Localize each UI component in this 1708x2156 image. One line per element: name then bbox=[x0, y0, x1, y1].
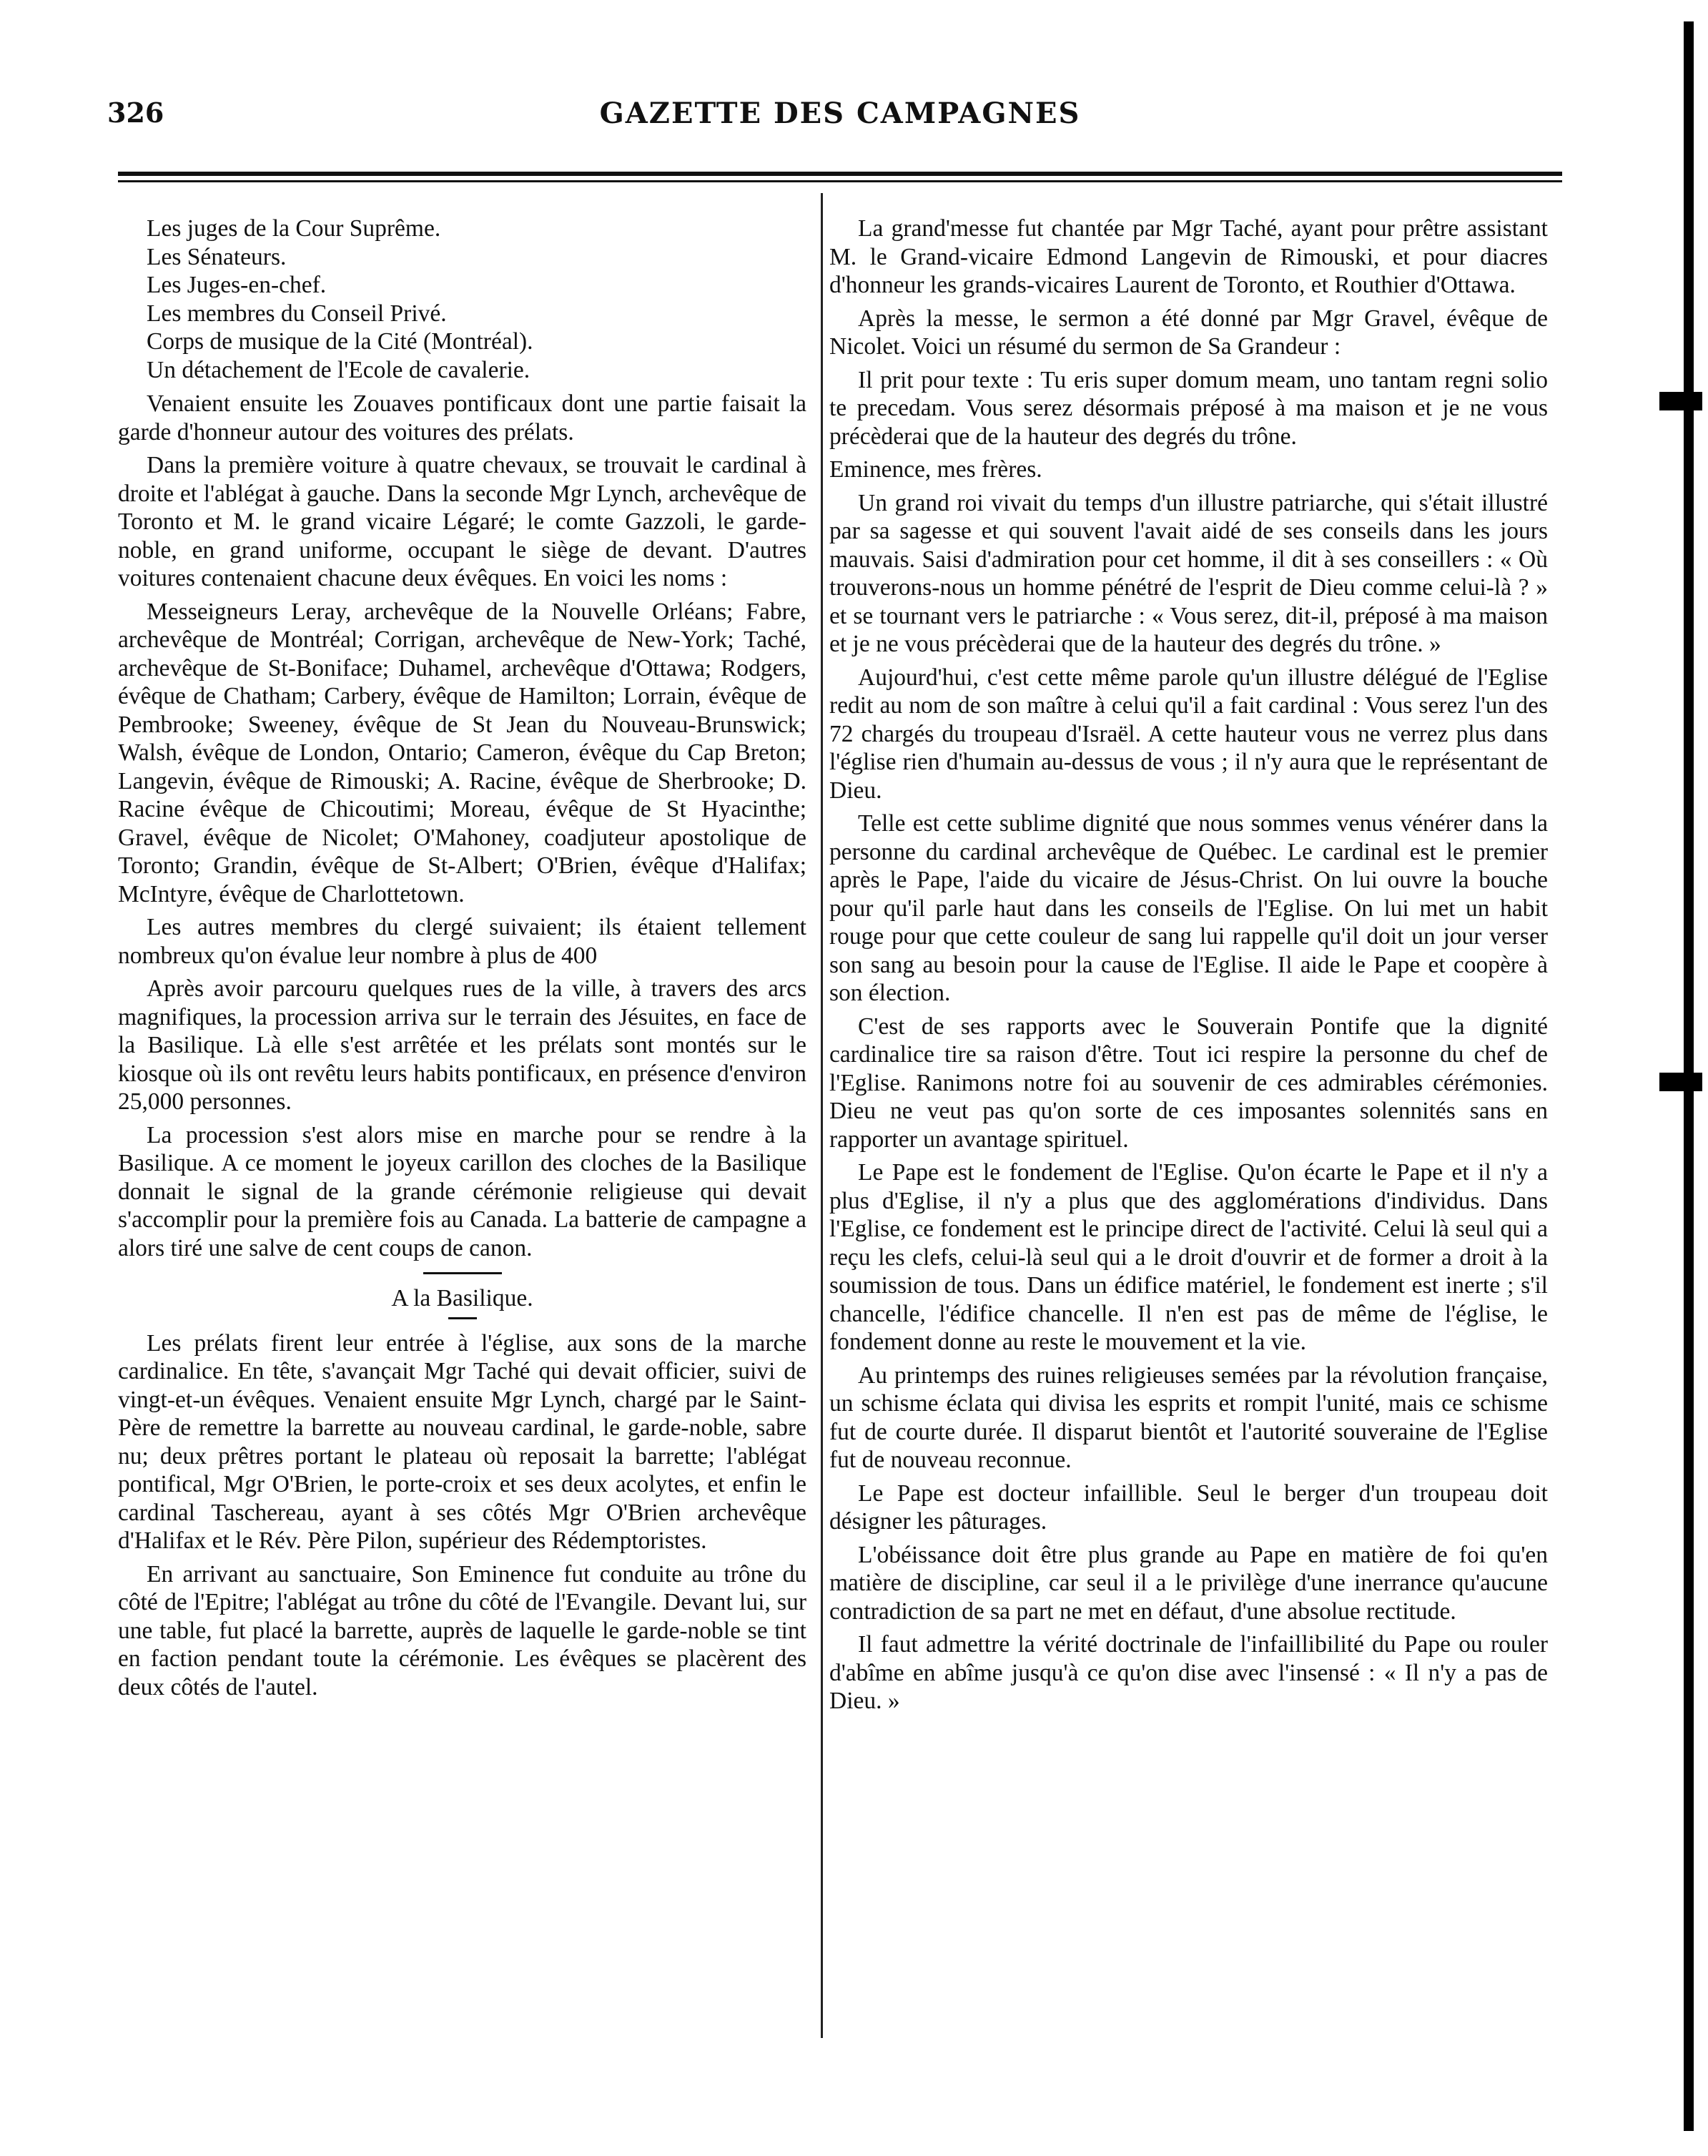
paragraph: Au printemps des ruines religieuses semées par la révolution française, un schisme éclata qui divisa les esprits et rompit l'unité, mais ce schisme fut de courte durée. Il disparut bientôt et l'autorité souveraine de l'Eglise fut de nouveau reconnue. bbox=[829, 1362, 1548, 1473]
paragraph: La grand'messe fut chantée par Mgr Taché, ayant pour prêtre assistant M. le Grand-vicaire Edmond Langevin de Rimouski, et pour diacres d'honneur les grands-vicaires Laurent de Toronto, et Routhier d'Ottawa. bbox=[829, 215, 1548, 298]
paragraph: Telle est cette sublime dignité que nous sommes venus vénérer dans la personne du cardinal archevêque de Québec. Le cardinal est le premier après le Pape, l'aide du vicaire de Jésus-Christ. On lui ouvre la bouche pour qu'il parle haut dans les conseils de l'Eglise. On lui met un habit rouge pour que cette couleur de sang lui rappelle qu'il doit un jour verser son sang au besoin pour la cause de l'Eglise. Il aide le Pape et coopère à son élection. bbox=[829, 810, 1548, 1006]
paragraph: Il faut admettre la vérité doctrinale de l'infaillibilité du Pape ou rouler d'abîme en abîme jusqu'à ce qu'on dise avec l'insensé : « Il n'y a pas de Dieu. » bbox=[829, 1631, 1548, 1714]
paragraph: Il prit pour texte : Tu eris super domum meam, uno tantam regni solio te precedam. Vous serez désormais préposé à ma maison et je ne vous précèderai que de la hauteur des degrés du trône. bbox=[829, 366, 1548, 450]
left-column bbox=[118, 215, 806, 1706]
paragraph: Aujourd'hui, c'est cette même parole qu'un illustre délégué de l'Eglise redit au nom de son maître à celui qu'il a fait cardinal : Vous serez l'un des 72 chargés du troupeau d'Israël. A cette hauteur vous ne verrez plus dans l'église rien d'humain au-dessus de vous ; il n'y aura que le représentant de Dieu. bbox=[829, 664, 1548, 804]
paragraph: En arrivant au sanctuaire, Son Eminence fut conduite au trône du côté de l'Epitre; l'ablégat au trône du côté de l'Evangile. Devant lui, sur une table, fut placé la barrette, auprès de laquelle le garde-noble se tint en faction pendant toute la cérémonie. Les évêques se placèrent des deux côtés de l'autel. bbox=[118, 1560, 806, 1700]
section-rule bbox=[423, 1272, 502, 1274]
list-item: Les membres du Conseil Privé. bbox=[147, 300, 447, 327]
header-rule bbox=[118, 172, 1562, 176]
paragraph: Après avoir parcouru quelques rues de la ville, à travers des arcs magnifiques, la procession arriva sur le terrain des Jésuites, en face de la Basilique. Là elle s'est arrêtée et les prélats sont montés sur le kiosque où ils ont revêtu leurs habits pontificaux, en présence d'environ 25,000 personnes. bbox=[118, 975, 806, 1115]
page-number: 326 bbox=[107, 97, 164, 129]
page-header bbox=[107, 97, 1573, 139]
procession-list bbox=[118, 215, 806, 384]
list-item: Les Sénateurs. bbox=[147, 243, 287, 270]
paragraph: Les prélats firent leur entrée à l'église, aux sons de la marche cardinalice. En tête, s'avançait Mgr Taché qui devait officier, suivi de vingt-et-un évêques. Venaient ensuite Mgr Lynch, chargé par le Saint-Père de remettre la barrette au nouveau cardinal, le garde-noble, sabre nu; deux prêtres portant le plateau où reposait la barrette; l'ablégat pontifical, Mgr O'Brien, le porte-croix et ses deux acolytes, et enfin le cardinal Taschereau, ayant à ses côtés Mgr O'Brien archevêque d'Halifax et le Rév. Père Pilon, supérieur des Rédemptoristes. bbox=[118, 1329, 806, 1554]
header-rule-thin bbox=[118, 180, 1562, 182]
paragraph: Dans la première voiture à quatre chevaux, se trouvait le cardinal à droite et l'ablégat à gauche. Dans la seconde Mgr Lynch, archevêque de Toronto et M. le grand vicaire Légaré; le comte Gazzoli, le garde-noble, en grand uniforme, occupant le siège de devant. D'autres voitures contenaient chacune deux évêques. En voici les noms : bbox=[118, 452, 806, 591]
journal-title: GAZETTE DES CAMPAGNES bbox=[599, 97, 1081, 130]
paragraph: La procession s'est alors mise en marche pour se rendre à la Basilique. A ce moment le joyeux carillon des cloches de la Basilique donnait le signal de la grande cérémonie religieuse qui devait s'accomplir pour la première fois au Canada. La batterie de campagne a alors tiré une salve de cent coups de canon. bbox=[118, 1121, 806, 1261]
paragraph: Le Pape est le fondement de l'Eglise. Qu'on écarte le Pape et il n'y a plus d'Eglise, il n'y a plus que des agglomérations d'individus. Dans l'Eglise, ce fondement est le principe direct de l'activité. Celui là seul qui a reçu les clefs, celui-là seul qui a le droit d'ouvrir et de former a droit à la soumission de tous. Dans un édifice matériel, le fondement est inerte ; s'il chancelle, l'édifice chancelle. Il n'en est pas de même de l'église, le fondement donne au reste le mouvement et la vie. bbox=[829, 1159, 1548, 1355]
paragraph: C'est de ses rapports avec le Souverain Pontife que la dignité cardinalice tire sa raison d'être. Tout ici respire la personne du chef de l'Eglise. Ranimons notre foi au souvenir de ces admirables cérémonies. Dieu ne veut pas qu'on sorte de ces imposantes solennités sans en rapporter un avantage spirituel. bbox=[829, 1013, 1548, 1153]
paragraph: Messeigneurs Leray, archevêque de la Nouvelle Orléans; Fabre, archevêque de Montréal; Corrigan, archevêque de New-York; Taché, archevêque de St-Boniface; Duhamel, archevêque d'Ottawa; Rodgers, évêque de Chatham; Carbery, évêque de Hamilton; Lorrain, évêque de Pembrooke; Sweeney, évêque de St Jean du Nouveau-Brunswick; Walsh, évêque de London, Ontario; Cameron, évêque du Cap Breton; Langevin, évêque de Rimouski; A. Racine, évêque de Sherbrooke; D. Racine évêque de Chicoutimi; Moreau, évêque de St Hyacinthe; Gravel, évêque de Nicolet; O'Mahoney, coadjuteur apostolique de Toronto; Grandin, évêque de St-Albert; O'Brien, évêque d'Halifax; McIntyre, évêque de Charlottetown. bbox=[118, 598, 806, 907]
list-item: Corps de musique de la Cité (Montréal). bbox=[147, 328, 533, 355]
binding-mark bbox=[1659, 1073, 1702, 1091]
list-item: Les Juges-en-chef. bbox=[147, 272, 327, 298]
list-item: Les juges de la Cour Suprême. bbox=[147, 215, 441, 242]
binding-mark bbox=[1659, 392, 1702, 410]
paragraph: L'obéissance doit être plus grande au Pape en matière de foi qu'en matière de discipline, car seul il a le privilège d'une inerrance qu'aucune contradiction de sa part ne met en défaut, d'une absolue rectitude. bbox=[829, 1541, 1548, 1625]
salutation: Eminence, mes frères. bbox=[829, 456, 1042, 483]
paragraph: Venaient ensuite les Zouaves pontificaux dont une partie faisait la garde d'honneur autour des voitures des prélats. bbox=[118, 390, 806, 446]
paragraph: Les autres membres du clergé suivaient; ils étaient tellement nombreux qu'on évalue leur nombre à plus de 400 bbox=[118, 914, 806, 969]
list-item: Un détachement de l'Ecole de cavalerie. bbox=[147, 356, 530, 383]
paragraph: Après la messe, le sermon a été donné par Mgr Gravel, évêque de Nicolet. Voici un résumé du sermon de Sa Grandeur : bbox=[829, 305, 1548, 360]
column-divider bbox=[821, 193, 823, 2038]
section-rule bbox=[448, 1317, 477, 1319]
section-title: A la Basilique. bbox=[391, 1285, 533, 1311]
right-column bbox=[829, 215, 1548, 1721]
paragraph: Un grand roi vivait du temps d'un illustre patriarche, qui s'était illustré par sa sagesse et qui souvent l'avait aidé de ses conseils dans les jours mauvais. Saisi d'admiration pour cet homme, il dit à ses conseillers : « Où trouverons-nous un homme pénétré de l'esprit de Dieu comme celui-là ? » et se tournant vers le patriarche : « Vous serez, dit-il, préposé à ma maison et je ne vous précèderai que de la hauteur des degrés du trône. » bbox=[829, 489, 1548, 657]
paragraph: Le Pape est docteur infaillible. Seul le berger d'un troupeau doit désigner les pâturages. bbox=[829, 1480, 1548, 1535]
